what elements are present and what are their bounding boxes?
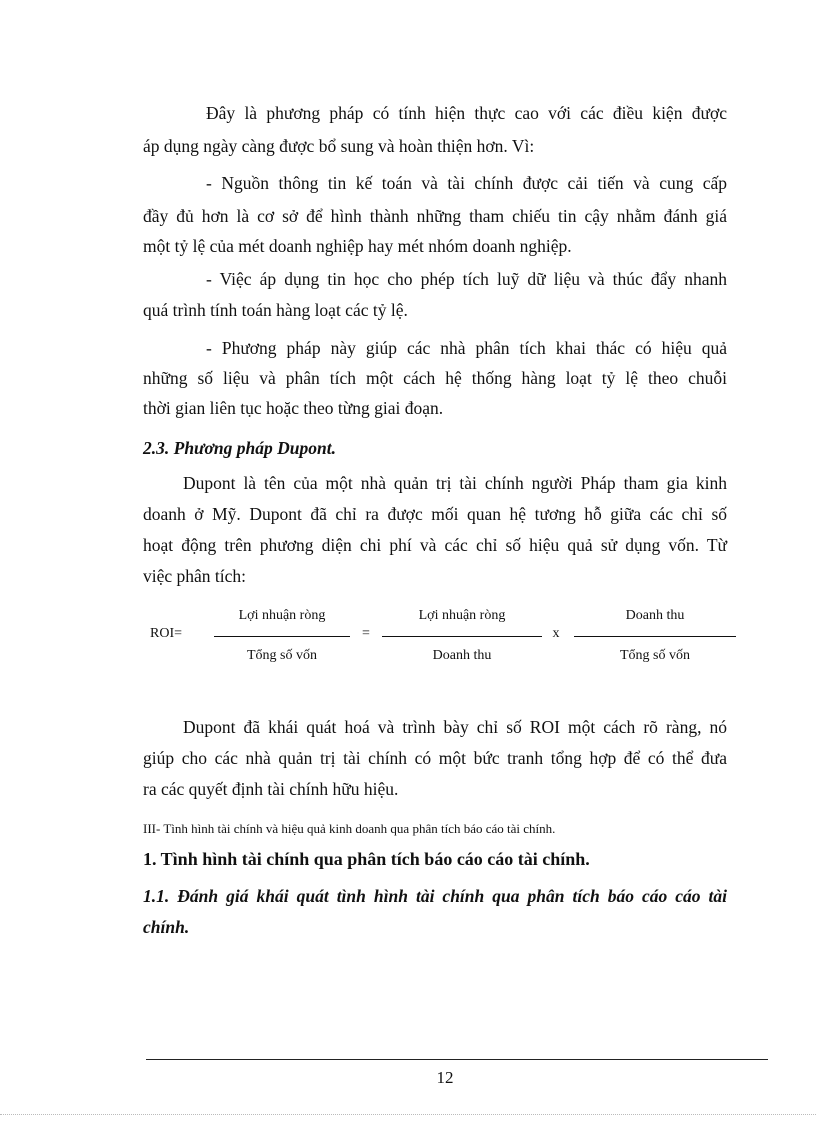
formula-numerator-1: Lợi nhuận ròng — [238, 608, 326, 623]
paragraph-line: doanh ở Mỹ. Dupont đã chỉ ra được mối quan hệ tương hỗ giữa các chỉ số — [143, 504, 727, 524]
paragraph-line: Dupont là tên của một nhà quản trị tài chính người Pháp tham gia kinh — [183, 473, 727, 493]
formula-lhs: ROI= — [150, 626, 183, 641]
formula-numerator-2: Lợi nhuận ròng — [418, 608, 506, 623]
section-heading-dupont: 2.3. Phương pháp Dupont. — [143, 438, 336, 458]
paragraph-line: những số liệu và phân tích một cách hệ thống hàng loạt tỷ lệ theo chuỗi — [143, 368, 727, 388]
paragraph-line: một tỷ lệ của mét doanh nghiệp hay mét nhóm doanh nghiệp. — [143, 236, 572, 256]
paragraph-line: Đây là phương pháp có tính hiện thực cao với các điều kiện được — [206, 103, 727, 123]
roi-formula — [150, 600, 750, 680]
section-heading-1-1: 1.1. Đánh giá khái quát tình hình tài chính qua phân tích báo cáo cáo tài — [143, 886, 727, 906]
paragraph-line: giúp cho các nhà quản trị tài chính có một bức tranh tổng hợp để có thể đưa — [143, 748, 727, 768]
formula-equals: = — [362, 626, 370, 641]
paragraph-line: - Nguồn thông tin kế toán và tài chính được cải tiến và cung cấp — [206, 173, 727, 193]
paragraph-line: việc phân tích: — [143, 566, 247, 586]
paragraph-line: - Phương pháp này giúp các nhà phân tích khai thác có hiệu quả — [206, 338, 727, 358]
paragraph-line: quá trình tính toán hàng loạt các tỷ lệ. — [143, 300, 408, 320]
fraction-bar — [574, 636, 736, 637]
paragraph-line: áp dụng ngày càng được bổ sung và hoàn thiện hơn. Vì: — [143, 136, 535, 156]
footer-rule — [146, 1059, 768, 1060]
section-heading-III: III- Tình hình tài chính và hiệu quả kinh doanh qua phân tích báo cáo tài chính. — [143, 821, 556, 836]
paragraph-line: - Việc áp dụng tin học cho phép tích luỹ dữ liệu và thúc đẩy nhanh — [206, 269, 727, 289]
fraction-bar — [214, 636, 350, 637]
section-heading-1-1-cont: chính. — [143, 917, 190, 937]
paragraph-line: hoạt động trên phương diện chi phí và các chỉ số hiệu quả sử dụng vốn. Từ — [143, 535, 727, 555]
fraction-bar — [382, 636, 542, 637]
formula-denominator-3: Tổng số vốn — [620, 648, 690, 663]
paragraph-line: Dupont đã khái quát hoá và trình bày chỉ số ROI một cách rõ ràng, nó — [183, 717, 727, 737]
section-heading-1: 1. Tình hình tài chính qua phân tích báo cáo cáo tài chính. — [143, 849, 590, 869]
formula-times: x — [552, 626, 560, 641]
formula-numerator-3: Doanh thu — [625, 608, 685, 623]
page-bottom-border — [0, 1114, 816, 1115]
page-number: 12 — [436, 1068, 454, 1087]
paragraph-line: đầy đủ hơn là cơ sở để hình thành những tham chiếu tin cậy nhằm đánh giá — [143, 206, 727, 226]
paragraph-line: thời gian liên tục hoặc theo từng giai đoạn. — [143, 398, 444, 418]
formula-denominator-1: Tổng số vốn — [247, 648, 317, 663]
paragraph-line: ra các quyết định tài chính hữu hiệu. — [143, 779, 399, 799]
formula-denominator-2: Doanh thu — [432, 648, 492, 663]
